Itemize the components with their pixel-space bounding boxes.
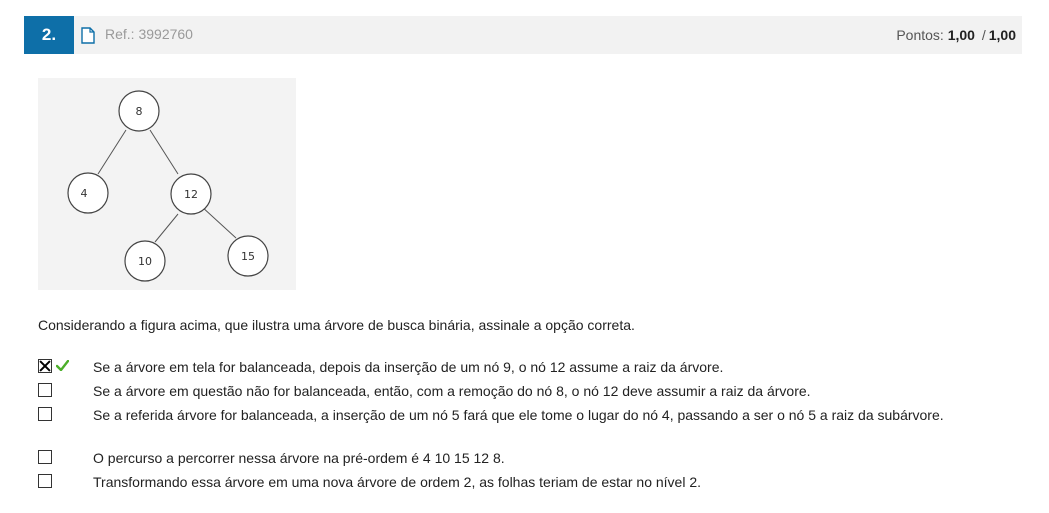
check-icon — [56, 360, 69, 371]
checkbox-checked[interactable] — [38, 359, 52, 373]
points-label: Pontos: — [896, 27, 944, 43]
reference-id: Ref.: 3992760 — [105, 26, 193, 42]
question-number: 2. — [24, 16, 74, 54]
edge-12-10 — [155, 214, 178, 242]
option-text: Se a árvore em questão não for balanceada, então, com a remoção do nó 8, o nó 12 deve assumir a raiz da árvore. — [93, 383, 811, 399]
checkbox[interactable] — [38, 407, 52, 421]
node-label-12: 12 — [184, 188, 198, 201]
edge-8-4 — [98, 130, 126, 174]
checkbox[interactable] — [38, 383, 52, 397]
points-display — [896, 27, 1016, 43]
points-value: 1,00 — [947, 27, 975, 43]
document-icon — [81, 27, 95, 44]
option-text: O percurso a percorrer nessa árvore na pré-ordem é 4 10 15 12 8. — [93, 450, 505, 466]
checkbox[interactable] — [38, 450, 52, 464]
points-total: 1,00 — [988, 27, 1016, 43]
edge-12-15 — [201, 206, 236, 238]
binary-tree-diagram — [38, 78, 296, 290]
option-text: Transformando essa árvore em uma nova árvore de ordem 2, as folhas teriam de estar no nível 2. — [93, 474, 702, 490]
node-label-4: 4 — [80, 187, 88, 200]
checkbox[interactable] — [38, 474, 52, 488]
node-label-10: 10 — [138, 255, 152, 268]
question-header — [24, 16, 1022, 54]
node-4 — [68, 173, 108, 213]
edge-8-12 — [150, 130, 178, 174]
node-label-8: 8 — [135, 105, 143, 118]
binary-tree-figure — [38, 78, 296, 290]
option-text: Se a referida árvore for balanceada, a inserção de um nó 5 fará que ele tome o lugar do nó 4, passando a ser o nó 5 a raiz da subárvore. — [93, 407, 944, 423]
option-text: Se a árvore em tela for balanceada, depois da inserção de um nó 9, o nó 12 assume a raiz da árvore. — [93, 359, 724, 375]
node-label-15: 15 — [241, 250, 255, 263]
question-statement: Considerando a figura acima, que ilustra uma árvore de busca binária, assinale a opção correta. — [38, 317, 635, 333]
points-separator: / — [981, 27, 986, 43]
